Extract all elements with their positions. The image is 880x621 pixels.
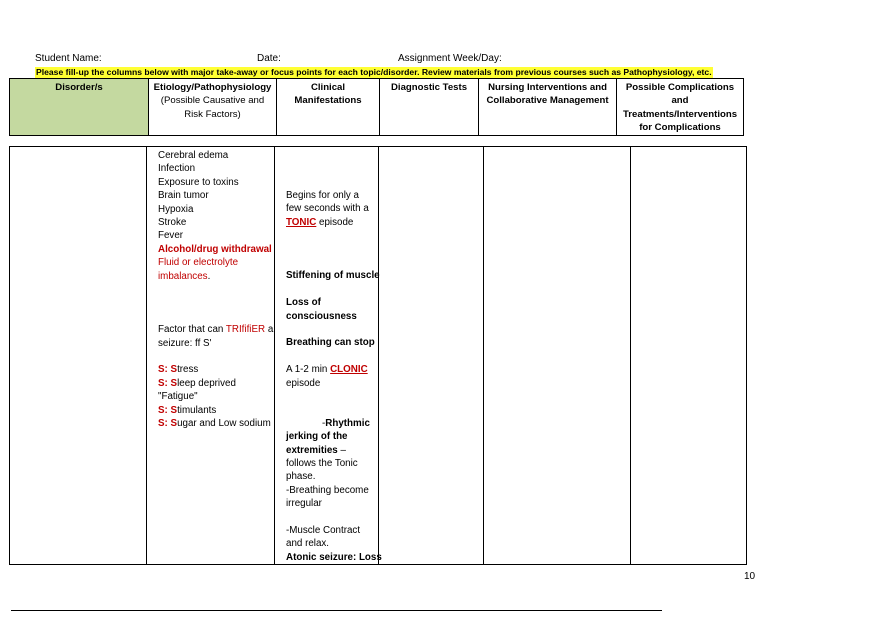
clinical-line: Stiffening of muscle bbox=[286, 270, 380, 282]
col-nursing: Nursing Interventions and Collaborative Management bbox=[479, 79, 617, 136]
clinical-line: -Rhythmic bbox=[322, 417, 370, 429]
col-complications: Possible Complications and Treatments/Interventions for Complications bbox=[617, 79, 744, 136]
content-table bbox=[9, 146, 747, 565]
etiology-line: Cerebral edema bbox=[158, 150, 229, 161]
etiology-line: "Fatigue" bbox=[158, 391, 198, 403]
clinical-line: episode bbox=[286, 377, 321, 389]
etiology-line: Infection bbox=[158, 163, 196, 175]
col-disorder: Disorder/s bbox=[10, 79, 149, 136]
etiology-line: Fluid or electrolyte bbox=[158, 257, 239, 269]
clinical-line: extremities – bbox=[286, 444, 346, 456]
clinical-line: Begins for only a bbox=[286, 190, 359, 201]
col-diagnostic: Diagnostic Tests bbox=[380, 79, 479, 136]
etiology-line: Fever bbox=[158, 230, 184, 242]
column-header-table bbox=[9, 78, 744, 136]
etiology-line: imbalances. bbox=[158, 270, 211, 282]
clinical-cell bbox=[286, 189, 382, 564]
etiology-line: Hypoxia bbox=[158, 203, 194, 215]
clinical-line: consciousness bbox=[286, 310, 357, 322]
clinical-line: -Breathing become bbox=[286, 484, 369, 496]
clinical-line: few seconds with a bbox=[286, 203, 369, 215]
footer-rule bbox=[11, 610, 662, 611]
student-name-label: Student Name: bbox=[35, 53, 102, 64]
column-divider bbox=[630, 147, 631, 564]
date-label: Date: bbox=[257, 53, 281, 64]
etiology-line: Exposure to toxins bbox=[158, 176, 239, 188]
page-number: 10 bbox=[744, 571, 756, 582]
clinical-line: follows the Tonic bbox=[286, 458, 358, 469]
etiology-line: S: Stress bbox=[158, 364, 199, 376]
clinical-line: A 1-2 min CLONIC bbox=[286, 364, 368, 376]
clinical-line: irregular bbox=[286, 498, 322, 510]
clinical-line: Loss of bbox=[286, 297, 321, 309]
column-divider bbox=[274, 147, 275, 564]
etiology-line: Alcohol/drug withdrawal bbox=[158, 243, 272, 255]
clinical-line: Atonic seizure: Loss bbox=[286, 551, 382, 563]
etiology-line: Stroke bbox=[158, 217, 187, 229]
col-etiology: Etiology/Pathophysiology (Possible Causative and Risk Factors) bbox=[149, 79, 277, 136]
col-clinical: Clinical Manifestations bbox=[277, 79, 380, 136]
assignment-label: Assignment Week/Day: bbox=[398, 53, 502, 64]
column-divider bbox=[146, 147, 147, 564]
etiology-line: Brain tumor bbox=[158, 190, 209, 202]
clinical-line: Breathing can stop bbox=[286, 337, 375, 349]
clinical-line: -Muscle Contract bbox=[286, 525, 361, 537]
column-divider bbox=[483, 147, 484, 564]
clinical-line: TONIC episode bbox=[286, 216, 354, 228]
etiology-line: S: Stimulants bbox=[158, 404, 217, 416]
clinical-line: phase. bbox=[286, 471, 316, 483]
etiology-line: S: Sugar and Low sodium bbox=[158, 418, 271, 430]
instructions-text: Please fill-up the columns below with major take-away or focus points for each topic/disorder. Review materials from previous courses such as Pathophysiology, etc. bbox=[36, 67, 712, 77]
etiology-line: S: Sleep deprived bbox=[158, 377, 236, 389]
etiology-line: seizure: ff S' bbox=[158, 337, 212, 349]
etiology-line: Factor that can TRIfifiER a bbox=[158, 324, 274, 336]
clinical-line: and relax. bbox=[286, 538, 330, 550]
etiology-cell bbox=[158, 149, 273, 430]
clinical-line: jerking of the bbox=[286, 431, 348, 443]
